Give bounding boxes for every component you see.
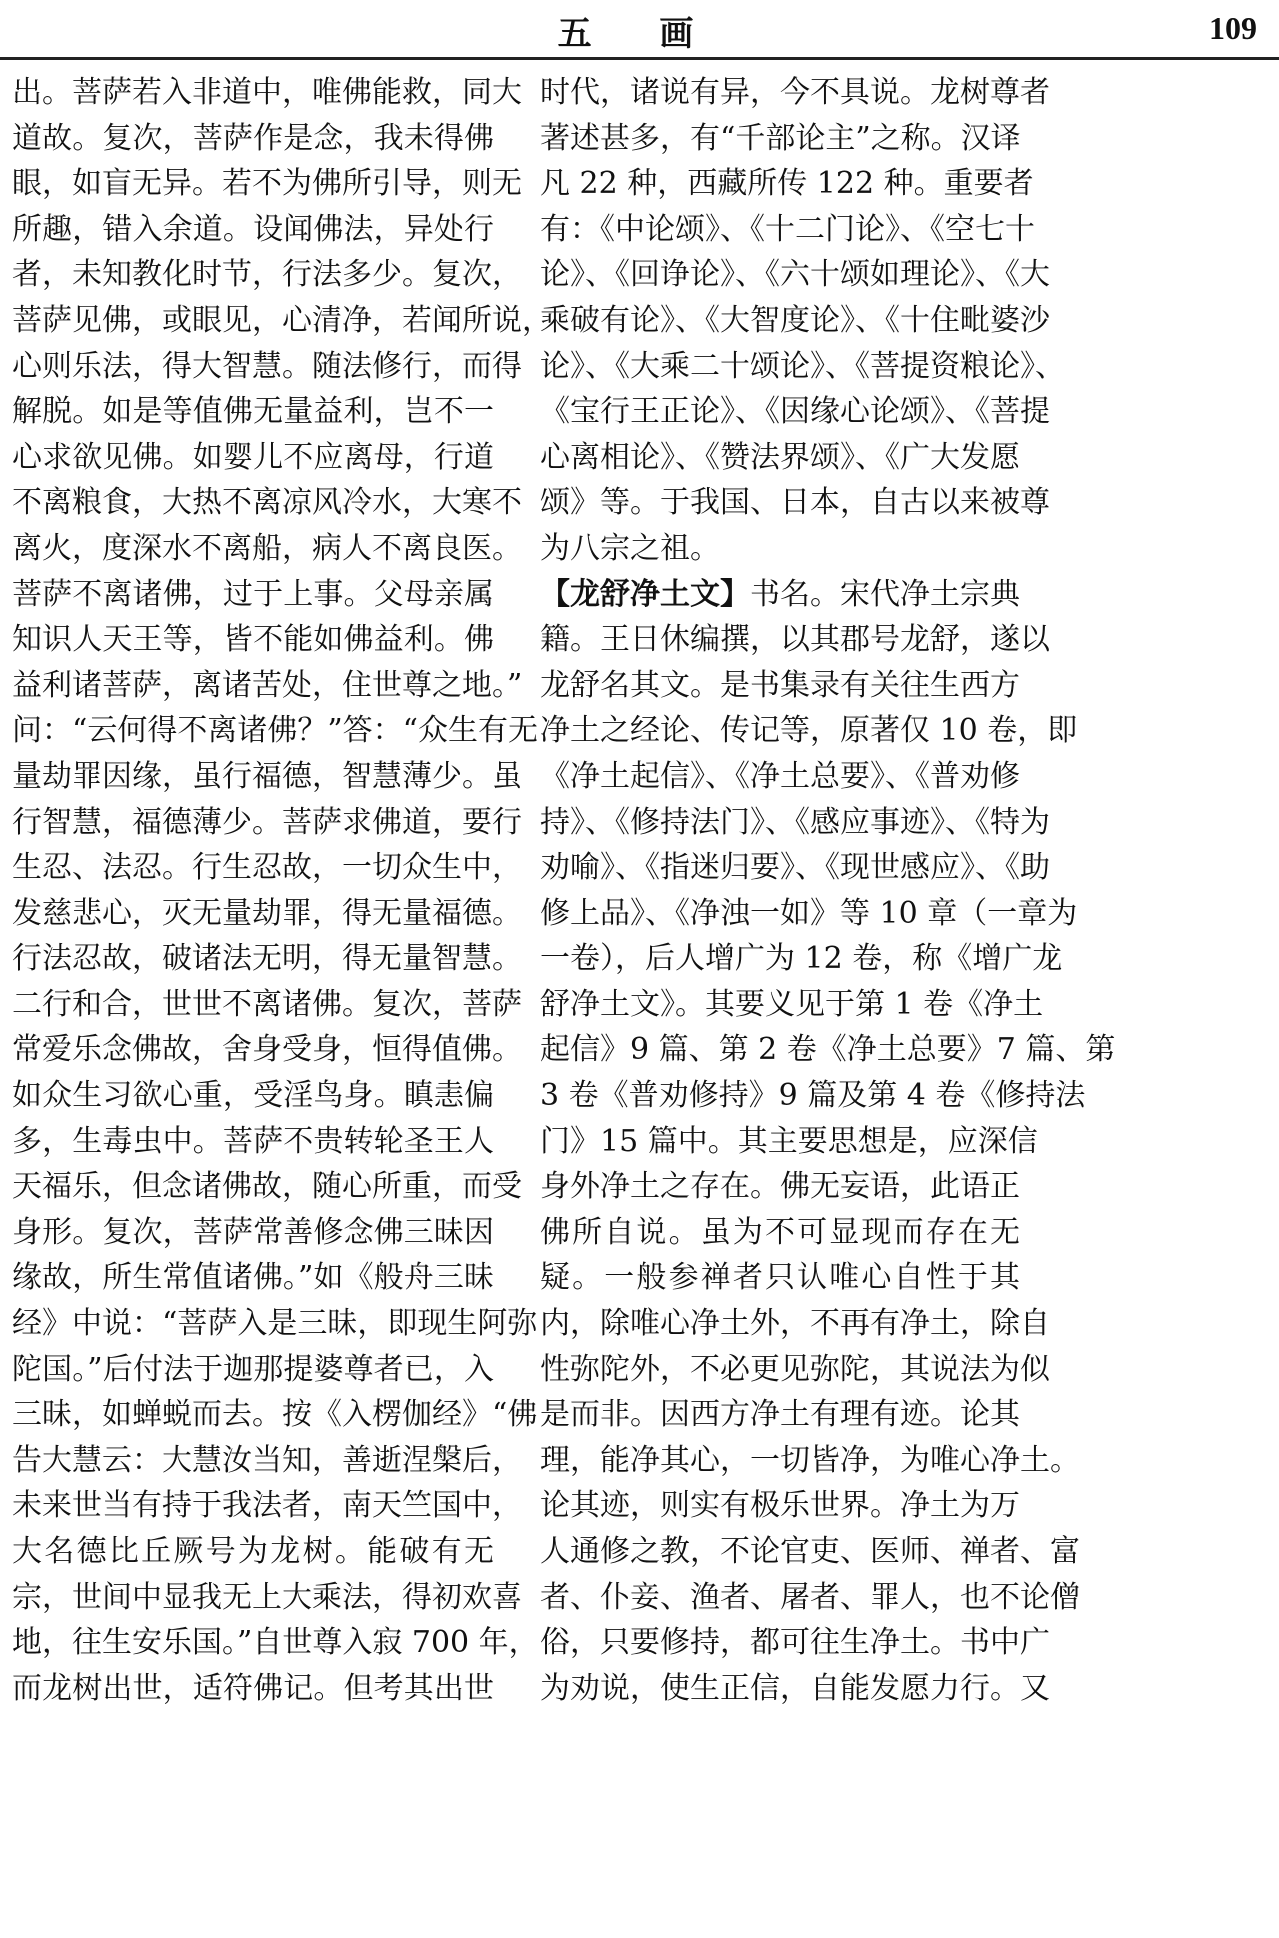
text-line: 有：《中论颂》、《十二门论》、《空七十: [540, 211, 1035, 247]
text-line: 《宝行王正论》、《因缘心论颂》、《菩提: [540, 394, 1050, 430]
entry-headword: 【龙舒净土文】: [540, 576, 750, 612]
left-column: [12, 70, 552, 1711]
text-line: 论》、《大乘二十颂论》、《菩提资粮论》、: [540, 348, 1065, 384]
text-line: 舒净土文》。其要义见于第 1 卷《净土: [540, 986, 1044, 1022]
text-line: 出。菩萨若入非道中，唯佛能救，同大: [12, 75, 522, 110]
text-line: 为劝说，使生正信，自能发愿力行。又: [540, 1670, 1050, 1706]
text-line: 理，能净其心，一切皆净，为唯心净土。: [540, 1442, 1080, 1478]
text-line: 疑。一般参禅者只认唯心自性于其: [540, 1260, 1020, 1296]
text-line: 道故。复次，菩萨作是念，我未得佛: [12, 120, 494, 156]
text-line: 知识人天王等，皆不能如佛益利。佛: [12, 622, 494, 658]
text-line: 不离粮食，大热不离凉风冷水，大寒不: [12, 485, 522, 521]
text-line: 论其迹，则实有极乐世界。净土为万: [540, 1488, 1020, 1524]
right-column: [540, 70, 1116, 1711]
text-line: 发慈悲心，灭无量劫罪，得无量福德。: [12, 895, 522, 931]
text-line: 多，生毒虫中。菩萨不贵转轮圣王人: [12, 1123, 494, 1159]
text-line: 离火，度深水不离船，病人不离良医。: [12, 530, 522, 566]
text-line: 是而非。因西方净土有理有迹。论其: [540, 1397, 1020, 1433]
text-line: 颂》等。于我国、日本，自古以来被尊: [540, 485, 1050, 521]
text-line: 行智慧，福德薄少。菩萨求佛道，要行: [12, 804, 522, 840]
text-line: 凡 22 种，西藏所传 122 种。重要者: [540, 166, 1034, 202]
text-line: 俗，只要修持，都可往生净土。书中广: [540, 1625, 1050, 1661]
text-line: 宗，世间中显我无上大乘法，得初欢喜: [12, 1579, 522, 1615]
text-line: 龙舒名其文。是书集录有关往生西方: [540, 667, 1020, 703]
text-line: 而龙树出世，适符佛记。但考其出世: [12, 1670, 494, 1706]
text-line: 起信》9 篇、第 2 卷《净土总要》7 篇、第: [540, 1032, 1116, 1068]
text-line: 解脱。如是等值佛无量益利，岂不一: [12, 394, 494, 430]
text-line: 常爱乐念佛故，舍身受身，恒得值佛。: [12, 1032, 522, 1068]
text-line: 籍。王日休编撰，以其郡号龙舒，遂以: [540, 622, 1050, 658]
page-header: [0, 0, 1279, 64]
text-line: 时代，诸说有异，今不具说。龙树尊者: [540, 75, 1050, 110]
text-line: 菩萨不离诸佛，过于上事。父母亲属: [12, 576, 494, 612]
page-number: 109: [1209, 10, 1257, 46]
text-line: 性弥陀外，不必更见弥陀，其说法为似: [540, 1351, 1050, 1387]
text-line: 为八宗之祖。: [540, 530, 720, 566]
text-line: 问：“云何得不离诸佛？”答：“众生有无: [12, 713, 539, 749]
text-line: 陀国。”后付法于迦那提婆尊者已，入: [12, 1351, 494, 1387]
text-line: 者、仆妾、渔者、屠者、罪人，也不论僧: [540, 1579, 1080, 1615]
text-line: 人通修之教，不论官吏、医师、禅者、富: [540, 1534, 1080, 1569]
section-title: 五 画: [557, 14, 722, 54]
text-line: 净土之经论、传记等，原著仅 10 卷，即: [540, 713, 1078, 749]
text-line: 所趣，错入余道。设闻佛法，异处行: [12, 211, 494, 247]
text-line: 缘故，所生常值诸佛。”如《般舟三昧: [12, 1260, 494, 1296]
text-line: 眼，如盲无异。若不为佛所引导，则无: [12, 166, 522, 202]
text-line: 者，未知教化时节，行法多少。复次，: [12, 257, 522, 293]
text-line: 二行和合，世世不离诸佛。复次，菩萨: [12, 986, 522, 1022]
text-line: 生忍、法忍。行生忍故，一切众生中，: [12, 850, 522, 886]
text-line: 乘破有论》、《大智度论》、《十住毗婆沙: [540, 302, 1050, 338]
text-line: 身外净土之存在。佛无妄语，此语正: [540, 1169, 1020, 1205]
entry-first-line-text: 书名。宋代净土宗典: [750, 576, 1020, 612]
text-line: 行法忍故，破诸法无明，得无量智慧。: [12, 941, 522, 977]
text-line: 心求欲见佛。如婴儿不应离母，行道: [12, 439, 494, 475]
text-line: 修上品》、《净浊一如》等 10 章（一章为: [540, 895, 1078, 931]
text-line: 地，往生安乐国。”自世尊入寂 700 年，: [12, 1625, 539, 1661]
entry-first-line: [540, 572, 1020, 618]
text-line: 量劫罪因缘，虽行福德，智慧薄少。虽: [12, 758, 522, 794]
right-column-continuation: [540, 70, 1065, 572]
text-line: 益利诸菩萨，离诸苦处，住世尊之地。”: [12, 667, 523, 703]
text-line: 内，除唯心净土外，不再有净土，除自: [540, 1306, 1050, 1342]
text-line: 身形。复次，菩萨常善修念佛三昧因: [12, 1214, 494, 1250]
text-line: 告大慧云：大慧汝当知，善逝涅槃后，: [12, 1442, 522, 1478]
text-line: 佛所自说。虽为不可显现而存在无: [540, 1214, 1020, 1250]
text-line: 经》中说：“菩萨入是三昧，即现生阿弥: [12, 1306, 538, 1342]
text-line: 《净土起信》、《净土总要》、《普劝修: [540, 758, 1020, 794]
text-line: 天福乐，但念诸佛故，随心所重，而受: [12, 1169, 522, 1205]
text-line: 门》15 篇中。其主要思想是，应深信: [540, 1123, 1038, 1159]
text-line: 未来世当有持于我法者，南天竺国中，: [12, 1488, 522, 1524]
text-line: 如众生习欲心重，受淫鸟身。瞋恚偏: [12, 1078, 494, 1114]
text-line: 持》、《修持法门》、《感应事迹》、《特为: [540, 804, 1050, 840]
text-line: 三昧，如蝉蜕而去。按《入楞伽经》“佛: [12, 1397, 538, 1433]
entry-body: [540, 617, 1116, 1711]
text-line: 大名德比丘厥号为龙树。能破有无: [12, 1534, 494, 1569]
text-line: 3 卷《普劝修持》9 篇及第 4 卷《修持法: [540, 1078, 1086, 1114]
text-line: 心则乐法，得大智慧。随法修行，而得: [12, 348, 522, 384]
text-line: 劝喻》、《指迷归要》、《现世感应》、《助: [540, 850, 1050, 886]
text-line: 一卷），后人增广为 12 卷，称《增广龙: [540, 941, 1063, 977]
text-line: 著述甚多，有“千部论主”之称。汉译: [540, 120, 1021, 156]
text-line: 心离相论》、《赞法界颂》、《广大发愿: [540, 439, 1020, 475]
text-line: 菩萨见佛，或眼见，心清净，若闻所说，: [12, 302, 552, 338]
header-rule: [0, 57, 1279, 60]
text-line: 论》、《回诤论》、《六十颂如理论》、《大: [540, 257, 1050, 293]
